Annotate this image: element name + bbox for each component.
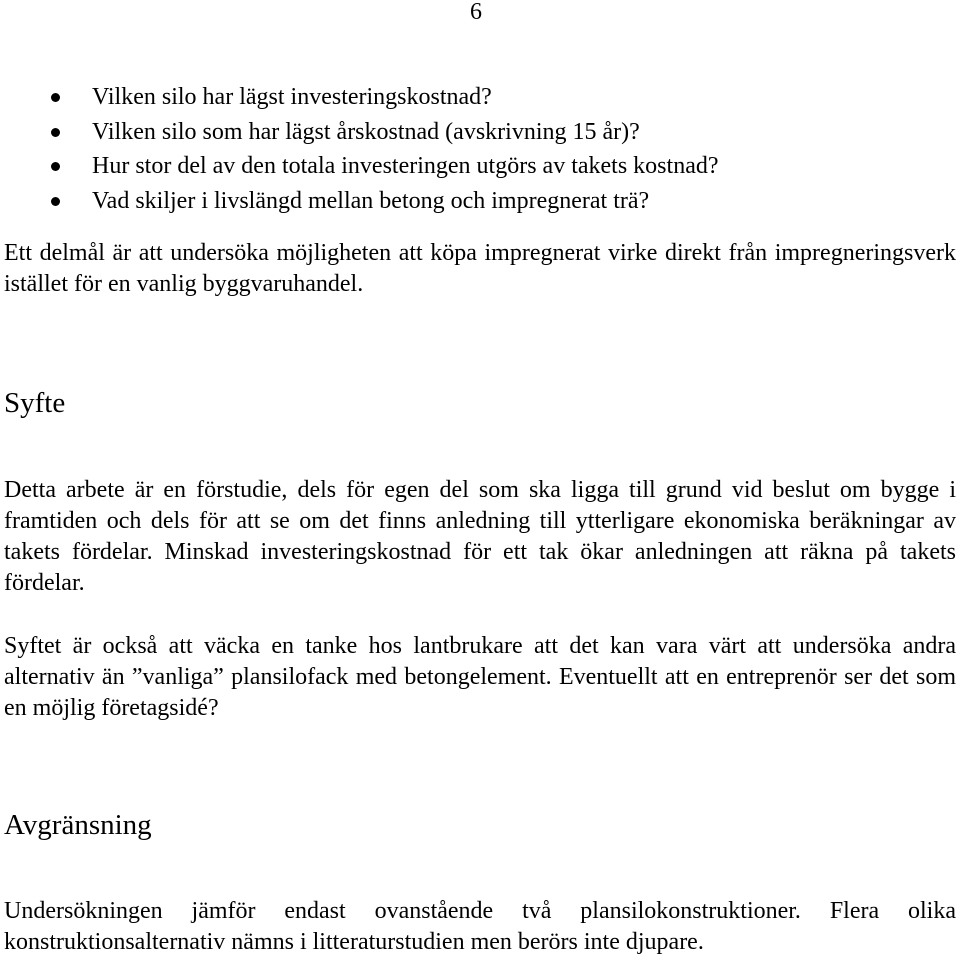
bullet-icon	[51, 162, 60, 171]
list-item	[0, 184, 719, 219]
page-number: 6	[470, 0, 482, 25]
question-text: Vilken silo har lägst investeringskostnad?	[92, 84, 492, 110]
syfte-paragraph-2: Syftet är också att väcka en tanke hos lantbrukare att det kan vara värt att undersöka andra alternativ än ”vanliga” plansilofack med betongelement. Eventuellt att en entreprenör ser det som en möjlig företagsidé?	[4, 633, 956, 721]
list-item	[0, 115, 719, 150]
avgransning-paragraph: Undersökningen jämför endast ovanstående två plansilokonstruktioner. Flera olika konstruktionsalternativ nämns i litteraturstudien men berörs inte djupare.	[4, 898, 956, 955]
list-item	[0, 80, 719, 115]
question-text: Vad skiljer i livslängd mellan betong och impregnerat trä?	[92, 187, 650, 214]
question-text: Hur stor del av den totala investeringen utgörs av takets kostnad?	[92, 153, 719, 179]
question-list	[0, 80, 719, 218]
question-text: Vilken silo som har lägst årskostnad (avskrivning 15 år)?	[92, 118, 640, 145]
syfte-paragraph-1: Detta arbete är en förstudie, dels för egen del som ska ligga till grund vid beslut om bygge i framtiden och dels för att se om det finns anledning till ytterligare ekonomiska beräkningar av takets fördelar. Minskad investeringskostnad för ett tak ökar anledningen att räkna på takets fördelar.	[4, 477, 956, 596]
list-item	[0, 149, 719, 184]
bullet-icon	[51, 128, 60, 137]
intro-paragraph: Ett delmål är att undersöka möjligheten att köpa impregnerat virke direkt från impregneringsverk istället för en vanlig byggvaruhandel.	[4, 240, 956, 297]
section-heading-avgransning: Avgränsning	[4, 809, 152, 841]
bullet-icon	[51, 93, 60, 102]
section-heading-syfte: Syfte	[4, 387, 66, 419]
bullet-icon	[51, 197, 60, 206]
